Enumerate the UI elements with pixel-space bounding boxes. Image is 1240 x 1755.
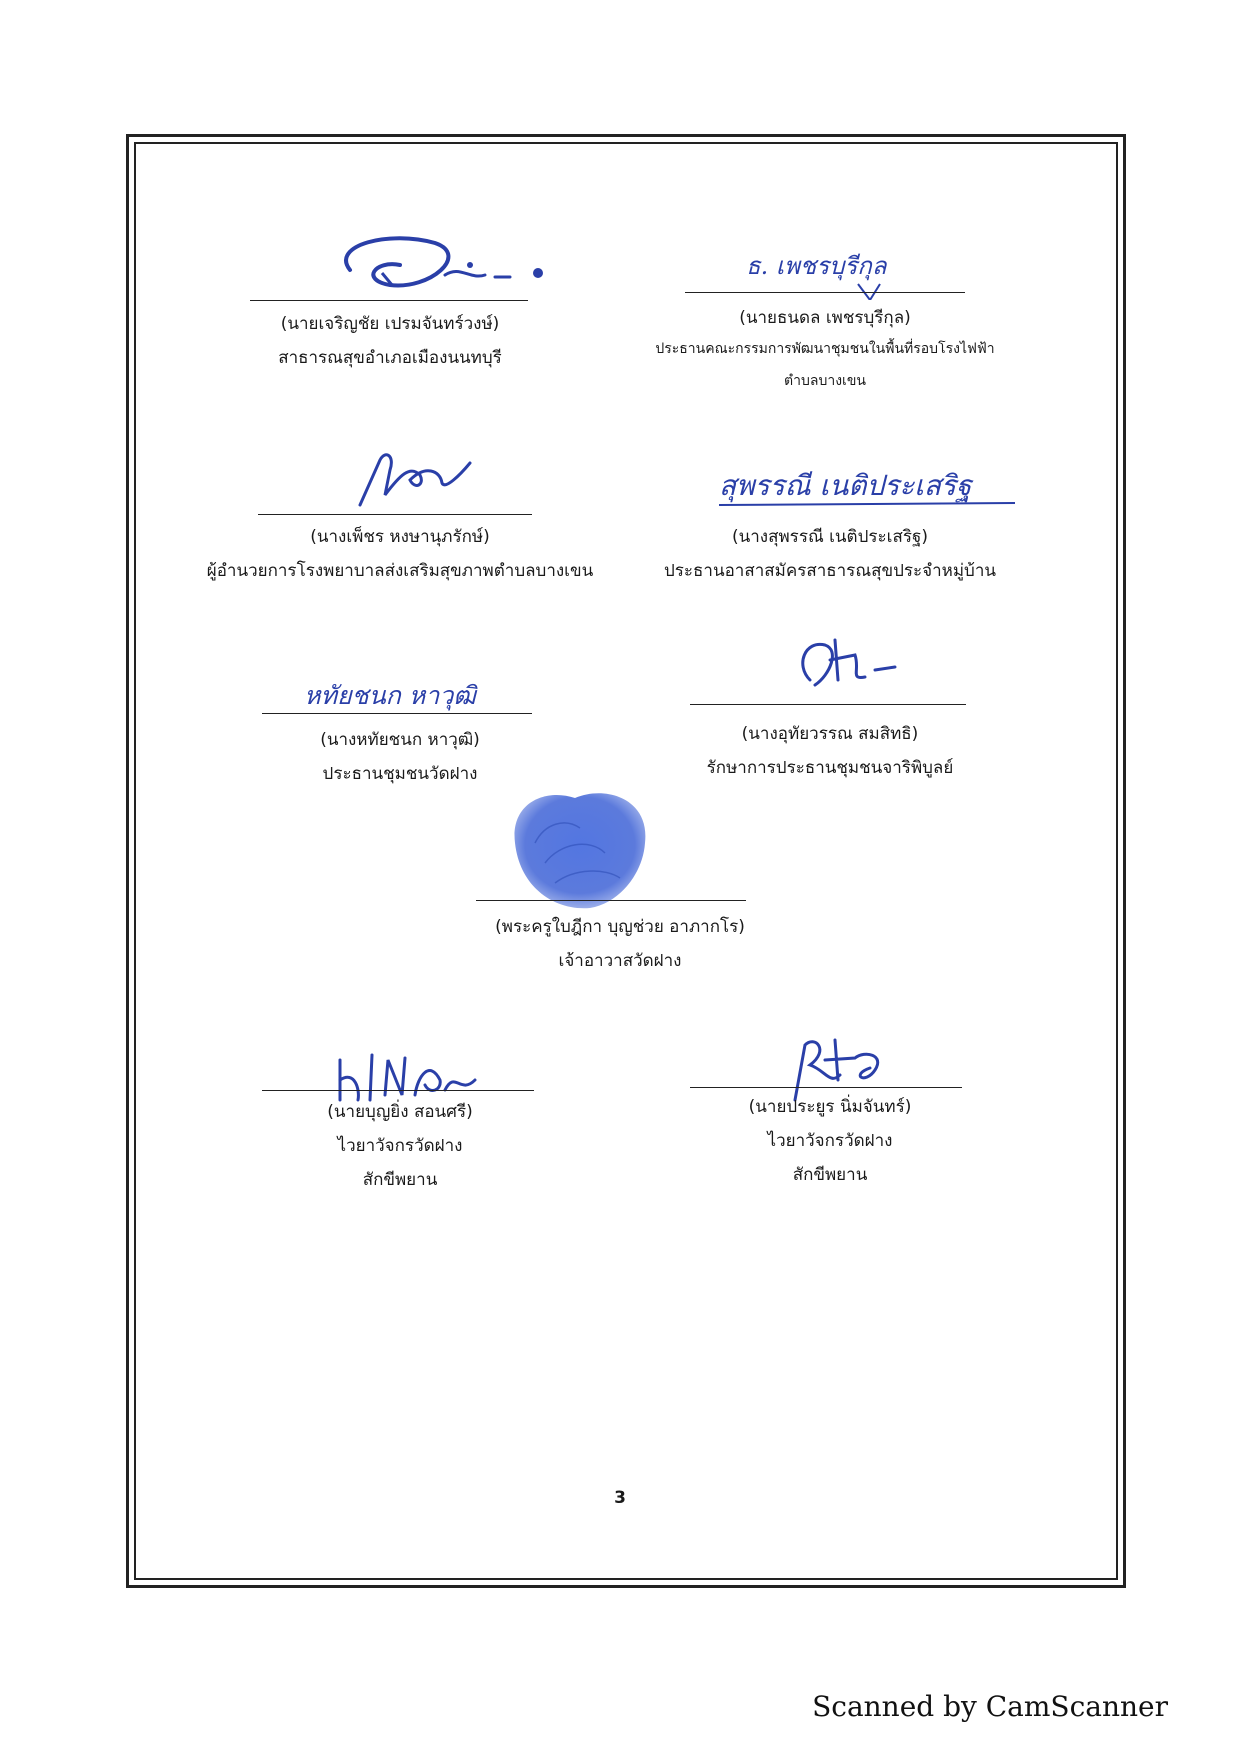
signature-line-6 bbox=[690, 704, 966, 705]
signature-line-9 bbox=[690, 1087, 962, 1088]
signatory-role: ผู้อำนวยการโรงพยาบาลส่งเสริมสุขภาพตำบลบางเขน bbox=[206, 561, 594, 581]
signatory-role: รักษาการประธานชุมชนจาริพิบูลย์ bbox=[706, 758, 954, 778]
signature-line-8 bbox=[262, 1090, 534, 1091]
signature-5-text: หทัยชนก หาวุฒิ bbox=[304, 681, 476, 710]
signatory-name: (พระครูใบฎีกา บุญช่วย อาภากโร) bbox=[495, 917, 745, 937]
signature-1 bbox=[320, 225, 560, 305]
signature-6 bbox=[790, 625, 910, 705]
signatory-3 bbox=[180, 525, 620, 583]
signatory-role: ประธานชุมชนวัดฝาง bbox=[322, 764, 478, 784]
signatory-name: (นายธนดล เพชรบุรีกุล) bbox=[739, 308, 911, 328]
signatory-name: (นางเพ็ชร หงษานุภรักษ์) bbox=[310, 527, 490, 547]
signatory-role: ตำบลบางเขน bbox=[784, 373, 866, 389]
signatory-name: (นายประยูร นิ่มจันทร์) bbox=[748, 1097, 912, 1117]
signatory-5 bbox=[230, 728, 570, 786]
signatory-name: (นางหทัยชนก หาวุฒิ) bbox=[320, 730, 480, 750]
signatory-name: (นางสุพรรณี เนติประเสริฐ) bbox=[732, 527, 928, 547]
signature-2-text: ธ. เพชรบุรีกุล bbox=[746, 252, 887, 280]
signatory-name: (นายบุญยิ่ง สอนศรี) bbox=[327, 1102, 473, 1122]
signature-line-3 bbox=[258, 514, 532, 515]
signatory-name: (นายเจริญชัย เปรมจันทร์วงษ์) bbox=[280, 314, 500, 334]
signature-2 bbox=[740, 240, 940, 300]
signatory-6 bbox=[660, 722, 1000, 780]
signature-4 bbox=[715, 455, 1025, 515]
signatory-witness: สักขีพยาน bbox=[792, 1165, 868, 1185]
signatory-role: สาธารณสุขอำเภอเมืองนนทบุรี bbox=[278, 348, 502, 368]
page-number: 3 bbox=[614, 1488, 626, 1508]
signature-line-2 bbox=[685, 292, 965, 293]
signatory-role: เจ้าอาวาสวัดฝาง bbox=[558, 951, 682, 971]
signatory-2 bbox=[620, 306, 1030, 392]
signatory-8 bbox=[230, 1100, 570, 1192]
signature-line-7 bbox=[476, 900, 746, 901]
signatory-1 bbox=[220, 312, 560, 370]
signature-3 bbox=[350, 435, 490, 515]
signatory-role: ประธานอาสาสมัครสาธารณสุขประจำหมู่บ้าน bbox=[663, 561, 997, 581]
signatory-witness: สักขีพยาน bbox=[362, 1170, 438, 1190]
signature-4-text: สุพรรณี เนติประเสริฐ bbox=[719, 469, 972, 502]
thumbprint bbox=[505, 783, 655, 913]
signatory-name: (นางอุทัยวรรณ สมสิทธิ) bbox=[741, 724, 919, 744]
signature-line-5 bbox=[262, 713, 532, 714]
signatory-7 bbox=[430, 915, 810, 973]
signature-line-1 bbox=[250, 300, 528, 301]
scanner-footer: Scanned by CamScanner bbox=[812, 1690, 1168, 1723]
signatory-role: ไวยาวัจกรวัดฝาง bbox=[337, 1136, 463, 1156]
signatory-role: ไวยาวัจกรวัดฝาง bbox=[767, 1131, 893, 1151]
signatory-4 bbox=[630, 525, 1030, 583]
signatory-role: ประธานคณะกรรมการพัฒนาชุมชนในพื้นที่รอบโรงไฟฟ้า bbox=[655, 341, 995, 357]
signatory-9 bbox=[660, 1095, 1000, 1187]
